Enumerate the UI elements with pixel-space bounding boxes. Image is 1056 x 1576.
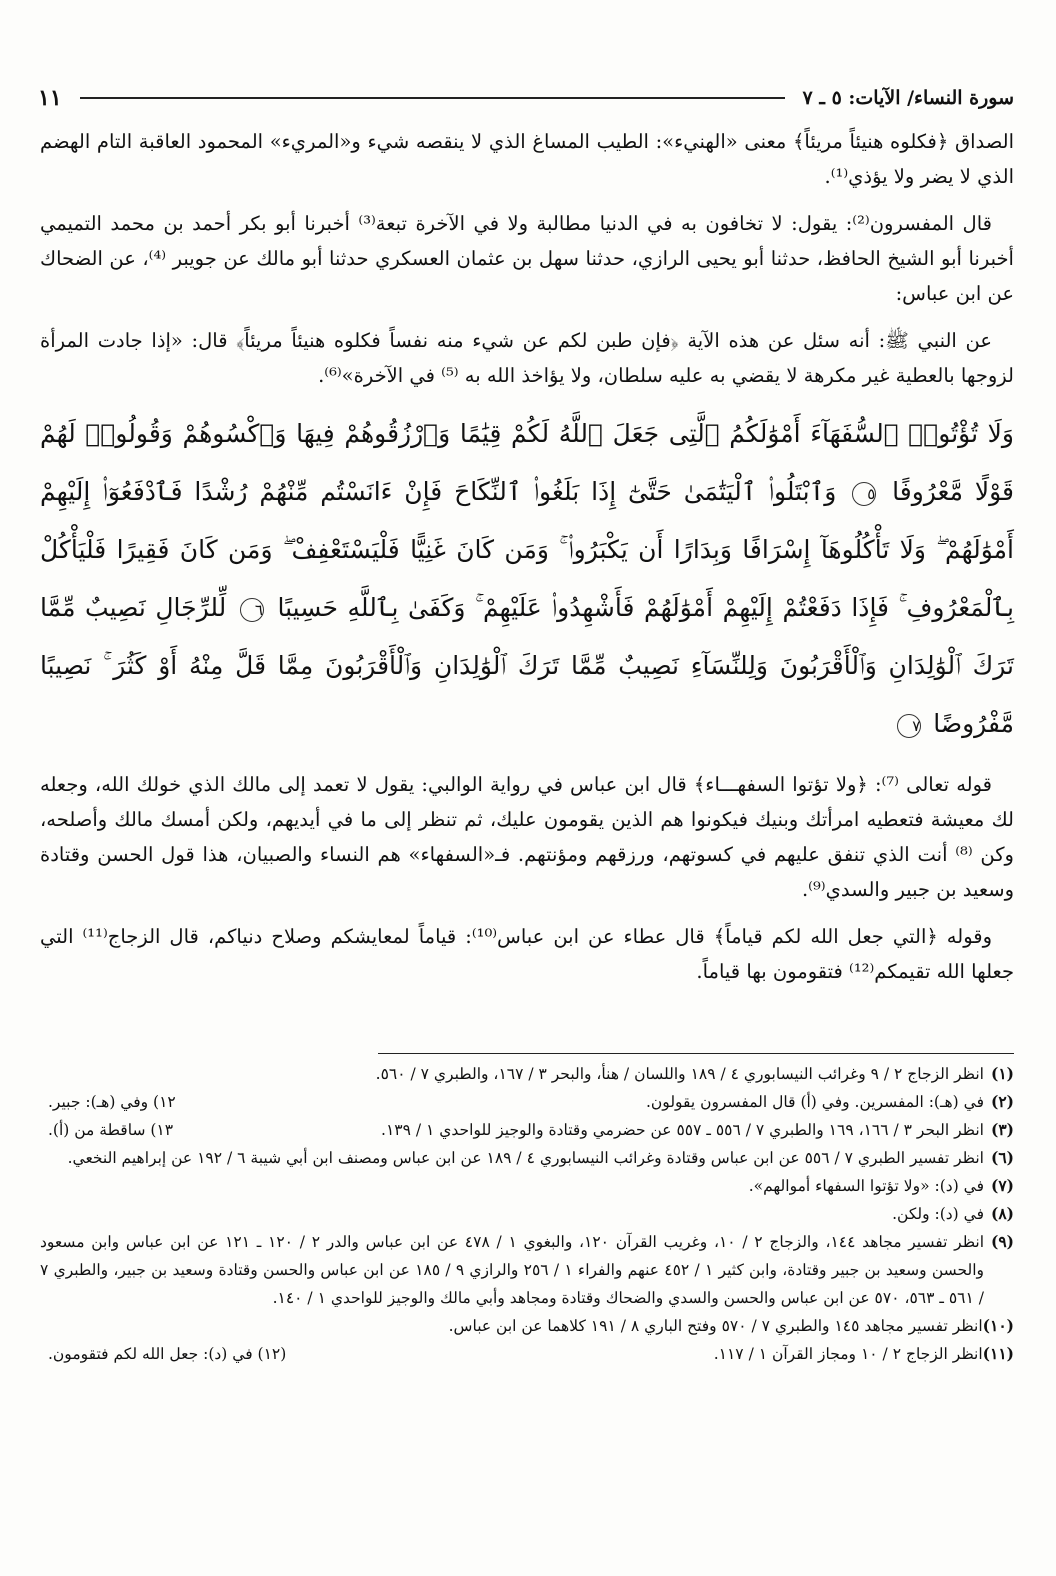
ayah-marker-6: ٦: [240, 598, 264, 622]
header-rule: [80, 97, 785, 99]
footnote-13-side: ١٣) ساقطة من (أ).: [48, 1121, 174, 1139]
verse-7: لِّلرِّجَالِ نَصِيبٌ مِّمَّا تَرَكَ ٱلْوَٰلِدَانِ وَٱلْأَقْرَبُونَ وَلِلنِّسَآءِ نَصِيبٌ مِّمَّا تَرَكَ ٱلْوَٰلِدَانِ وَٱلْأَقْرَبُونَ مِمَّا قَلَّ مِنْهُ أَوْ كَثُرَ ۚ نَصِيبًا مَّفْرُوضًا: [40, 593, 1014, 738]
main-text: [40, 124, 1014, 1001]
footnote-12-side: ١٢) وفي (هـ): جبير.: [48, 1093, 176, 1111]
footnote-12-alt: (١٢) في (د): جعل الله لكم فتقومون.: [48, 1345, 287, 1363]
ayah-marker-7: ٧: [897, 714, 921, 738]
footnote-separator: [378, 1053, 1014, 1054]
paragraph-5: وقوله ﴿التي جعل الله لكم قياماً﴾ قال عطاء عن ابن عباس⁽¹⁰⁾: قياماً لمعايشكم وصلاح دنياكم، قال الزجاج⁽¹¹⁾ التي جعلها الله تقيمكم⁽¹²⁾ فتقومون بها قياماً.: [40, 925, 1014, 983]
footnote-7: (٧) في (د): «ولا تؤتوا السفهاء أموالهم».: [748, 1176, 1014, 1195]
footnote-9: (٩) انظر تفسير مجاهد ١٤٤، والزجاج ٢ / ١٠، وغريب القرآن ١٢٠، والبغوي ١ / ٤٧٨ عن ابن عباس والدر ٢ / ١٢٠ ـ ١٢١ عن ابن عباس وابن مسعود والحسن وسعيد بن جبير وقتادة، وابن كثير ١ / ٤٥٢ عنهم والفراء ١ / ٢٥٦ والرازي ٩ / ١٨٥ عن ابن عباس والحسن وقتادة وسعيد بن جبير، والطبري ٧ / ٥٦١ ـ ٥٦٣، ٥٧٠ عن ابن عباس والحسن والسدي والضحاك وقتادة ومجاهد وأبي مالك والوجيز للواحدي ١ / ١٤٠.: [40, 1232, 1014, 1307]
footnote-row-3: [40, 1116, 1014, 1144]
paragraph-3: عن النبي ﷺ: أنه سئل عن هذه الآية ﴿فإن طبن لكم عن شيء منه نفساً فكلوه هنيئاً مريئاً﴾ قال: «إذا جادت المرأة لزوجها بالعطية غير مكرهة لا يقضي به عليه سلطان، ولا يؤاخذ الله به ⁽⁵⁾ في الآخرة»⁽⁶⁾.: [40, 329, 1014, 387]
paragraph-1: الصداق ﴿فكلوه هنيئاً مريئاً﴾ معنى «الهنيء»: الطيب المساغ الذي لا ينقصه شيء و«المريء» المحمود العاقبة التام الهضم الذي لا يضر ولا يؤذي⁽¹⁾.: [40, 130, 1014, 188]
footnote-10: (١٠) انظر تفسير مجاهد ١٤٥ والطبري ٧ / ٥٧٠ وفتح الباري ٨ / ١٩١ كلاهما عن ابن عباس.: [448, 1316, 1014, 1335]
paragraph-4: قوله تعالى ⁽⁷⁾: ﴿ولا تؤتوا السفهـــاء﴾ قال ابن عباس في رواية الوالبي: يقول لا تعمد إلى مالك الذي خولك الله، وجعله لك معيشة فتعطيه امرأتك وبنيك فيكونوا هم الذين يقومون عليك، ثم تنظر إلى ما في أيديهم، ولكن أمسك مالك وأصلحه، وكن ⁽⁸⁾ أنت الذي تنفق عليهم في كسوتهم، ورزقهم ومؤنتهم. فـ«السفهاء» هم النساء والصبيان، هذا قول الحسن وقتادة وسعيد بن جبير والسدي⁽⁹⁾.: [40, 773, 1014, 901]
footnote-1: (١) انظر الزجاج ٢ / ٩ وغرائب النيسابوري ٤ / ١٨٩ واللسان / هنأ، والبحر ٣ / ١٦٧، والطبري ٧ / ٥٦٠.: [375, 1064, 1014, 1083]
paragraph-2: قال المفسرون⁽²⁾: يقول: لا تخافون به في الدنيا مطالبة ولا في الآخرة تبعة⁽³⁾ أخبرنا أبو بكر أحمد بن محمد التميمي أخبرنا أبو الشيخ الحافظ، حدثنا أبو يحيى الرازي، حدثنا سهل بن عثمان العسكري حدثنا أبو مالك عن جويبر ⁽⁴⁾، عن الضحاك عن ابن عباس:: [40, 212, 1014, 305]
quran-verses: [40, 405, 1014, 753]
footnote-3: (٣) انظر البحر ٣ / ١٦٦، ١٦٩ والطبري ٧ / ٥٥٦ ـ ٥٥٧ عن حضرمي وقتادة والوجيز للواحدي ١ / ١٣٩.: [381, 1120, 1014, 1139]
chapter-title: سورة النساء/ الآيات: ٥ ـ ٧: [802, 87, 1014, 109]
footnote-6: (٦) انظر تفسير الطبري ٧ / ٥٥٦ عن ابن عباس وقتادة وغرائب النيسابوري ٤ / ١٨٩ عن ابن عباس ومصنف ابن أبي شيبة ٦ / ١٩٢ عن إبراهيم النخعي.: [67, 1148, 1014, 1167]
footnote-row-2: [40, 1088, 1014, 1116]
verse-5: وَلَا تُؤْتُوا۟ ٱلسُّفَهَآءَ أَمْوَٰلَكُمُ ٱلَّتِى جَعَلَ ٱللَّهُ لَكُمْ قِيَٰمًا وَٱرْزُقُوهُمْ فِيهَا وَٱكْسُوهُمْ وَقُولُوا۟ لَهُمْ قَوْلًا مَّعْرُوفًا: [40, 419, 1014, 506]
footnote-row-11: [40, 1340, 1014, 1368]
running-header: [38, 82, 1014, 114]
footnotes: [40, 1060, 1014, 1368]
ayah-marker-5: ٥: [852, 482, 876, 506]
footnote-2: (٢) في (هـ): المفسرين. وفي (أ) قال المفسرون يقولون.: [646, 1092, 1014, 1111]
footnote-8: (٨) في (د): ولكن.: [892, 1204, 1014, 1223]
page-number: ١١: [38, 85, 62, 111]
footnote-11: (١١) انظر الزجاج ٢ / ١٠ ومجاز القرآن ١ / ١١٧.: [713, 1344, 1014, 1363]
verse-6: وَٱبْتَلُوا۟ ٱلْيَتَٰمَىٰ حَتَّىٰٓ إِذَا بَلَغُوا۟ ٱلنِّكَاحَ فَإِنْ ءَانَسْتُم مِّنْهُمْ رُشْدًا فَٱدْفَعُوٓا۟ إِلَيْهِمْ أَمْوَٰلَهُمْ ۖ وَلَا تَأْكُلُوهَآ إِسْرَافًا وَبِدَارًا أَن يَكْبَرُوا۟ ۚ وَمَن كَانَ غَنِيًّا فَلْيَسْتَعْفِفْ ۖ وَمَن كَانَ فَقِيرًا فَلْيَأْكُلْ بِٱلْمَعْرُوفِ ۚ فَإِذَا دَفَعْتُمْ إِلَيْهِمْ أَمْوَٰلَهُمْ فَأَشْهِدُوا۟ عَلَيْهِمْ ۚ وَكَفَىٰ بِٱللَّهِ حَسِيبًا: [40, 477, 1015, 622]
